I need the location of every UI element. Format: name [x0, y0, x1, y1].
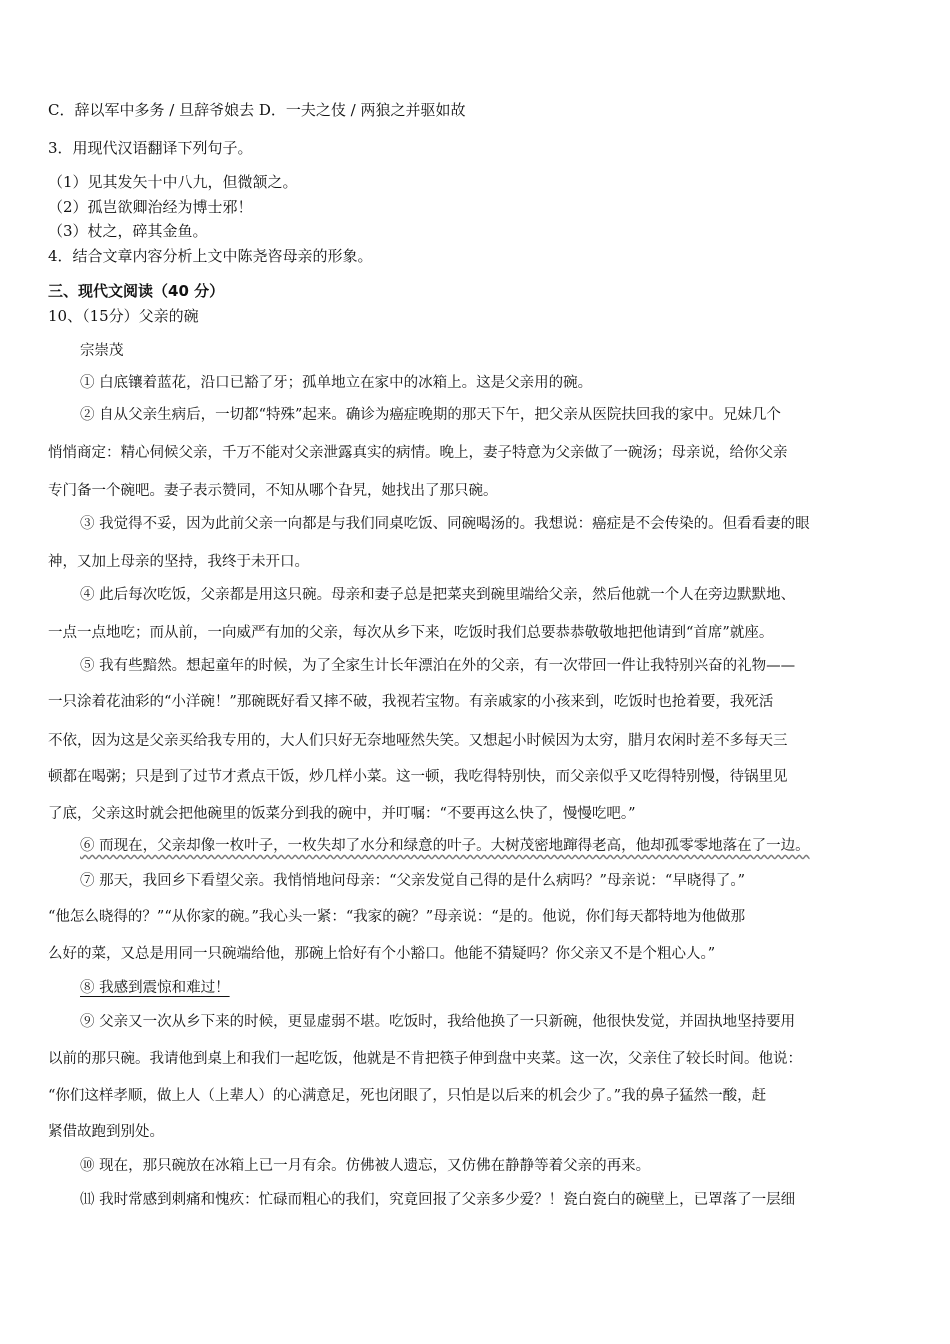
- paragraph-1: ① 白底镶着蓝花，沿口已豁了牙；孤单地立在家中的冰箱上。这是父亲用的碗。: [80, 375, 593, 391]
- translate-item-2: （2）孤岂欲卿治经为博士邪！: [48, 198, 253, 216]
- paragraph-9-line: “你们这样孝顺，做上人（上辈人）的心满意足，死也闭眼了，只怕是以后来的机会少了。”我的鼻子猛然一酸，赶: [48, 1088, 767, 1104]
- paragraph-6-text: ⑥ 而现在，父亲却像一枚叶子，一枚失却了水分和绿意的叶子。大树茂密地蹿得老高，他却孤零零地落在了一边。: [80, 838, 810, 854]
- paragraph-10: ⑩ 现在，那只碗放在冰箱上已一月有余。仿佛被人遗忘，又仿佛在静静等着父亲的再来。: [80, 1158, 651, 1174]
- paragraph-7-line: ⑦ 那天，我回乡下看望父亲。我悄悄地问母亲：“父亲发觉自己得的是什么病吗？”母亲说：“早晓得了。”: [80, 873, 746, 889]
- paragraph-5-line: 了底，父亲这时就会把他碗里的饭菜分到我的碗中，并叮嘱：“不要再这么快了，慢慢吃吧。”: [48, 806, 636, 822]
- author: 宗崇茂: [80, 343, 124, 359]
- translate-item-3: （3）杖之，碎其金鱼。: [48, 222, 208, 240]
- paragraph-5-line: 一只涂着花油彩的“小洋碗！”那碗既好看又摔不破，我视若宝物。有亲戚家的小孩来到，吃饭时也抢着要，我死活: [48, 694, 774, 710]
- question-10-title: 10、（15分）父亲的碗: [48, 307, 199, 325]
- paragraph-11-line: ⑾ 我时常感到刺痛和愧疚：忙碌而粗心的我们，究竟回报了父亲多少爱？！瓷白瓷白的碗壁上，已罩落了一层细: [80, 1192, 796, 1208]
- paragraph-4-line: 一点一点地吃；而从前，一向威严有加的父亲，每次从乡下来，吃饭时我们总要恭恭敬敬地把他请到“首席”就座。: [48, 625, 774, 641]
- question-4: 4．结合文章内容分析上文中陈尧咨母亲的形象。: [48, 247, 373, 265]
- paragraph-6: [80, 835, 810, 857]
- paragraph-7-line: “他怎么晓得的？”“从你家的碗。”我心头一紧：“我家的碗？”母亲说：“是的。他说，你们每天都特地为他做那: [48, 909, 746, 925]
- paragraph-7-line: 么好的菜，又总是用同一只碗端给他，那碗上恰好有个小豁口。他能不猜疑吗？你父亲又不是个粗心人。”: [48, 946, 716, 962]
- section-heading: 三、现代文阅读（40 分）: [48, 282, 225, 300]
- paragraph-2-line: 专门备一个碗吧。妻子表示赞同，不知从哪个旮旯，她找出了那只碗。: [48, 483, 498, 499]
- paragraph-8-text: ⑧ 我感到震惊和难过！: [80, 980, 230, 996]
- paragraph-2-line: ② 自从父亲生病后，一切都“特殊”起来。确诊为癌症晚期的那天下午，把父亲从医院扶回我的家中。兄妹几个: [80, 407, 781, 423]
- paragraph-9-line: ⑨ 父亲又一次从乡下来的时候，更显虚弱不堪。吃饭时，我给他换了一只新碗，他很快发觉，并固执地坚持要用: [80, 1014, 796, 1030]
- question-3: 3．用现代汉语翻译下列句子。: [48, 139, 253, 157]
- paragraph-5-line: 顿都在喝粥；只是到了过节才煮点干饭，炒几样小菜。这一顿，我吃得特别快，而父亲似乎又吃得特别慢，待锅里见: [48, 769, 788, 785]
- paragraph-5-line: 不依，因为这是父亲买给我专用的，大人们只好无奈地哑然失笑。又想起小时候因为太穷，腊月农闲时差不多每天三: [48, 733, 788, 749]
- paragraph-3-line: ③ 我觉得不妥，因为此前父亲一向都是与我们同桌吃饭、同碗喝汤的。我想说：癌症是不会传染的。但看看妻的眼: [80, 516, 810, 532]
- paragraph-9-line: 以前的那只碗。我请他到桌上和我们一起吃饭，他就是不肯把筷子伸到盘中夹菜。这一次，父亲住了较长时间。他说：: [48, 1051, 802, 1067]
- translate-item-1: （1）见其发矢十中八九，但微颔之。: [48, 173, 298, 191]
- paragraph-9-line: 紧借故跑到别处。: [48, 1124, 164, 1140]
- option-line-c-d: C．辞以军中多务 / 旦辞爷娘去 D．一夫之伎 / 两狼之并驱如故: [48, 101, 466, 119]
- paragraph-3-line: 神，又加上母亲的坚持，我终于未开口。: [48, 554, 309, 570]
- paragraph-4-line: ④ 此后每次吃饭，父亲都是用这只碗。母亲和妻子总是把菜夹到碗里端给父亲，然后他就一个人在旁边默默地、: [80, 587, 796, 603]
- paragraph-5-line: ⑤ 我有些黯然。想起童年的时候，为了全家生计长年漂泊在外的父亲，有一次带回一件让我特别兴奋的礼物——: [80, 658, 796, 674]
- paragraph-8: [80, 977, 230, 999]
- paragraph-2-line: 悄悄商定：精心伺候父亲，千万不能对父亲泄露真实的病情。晚上，妻子特意为父亲做了一碗汤；母亲说，给你父亲: [48, 445, 788, 461]
